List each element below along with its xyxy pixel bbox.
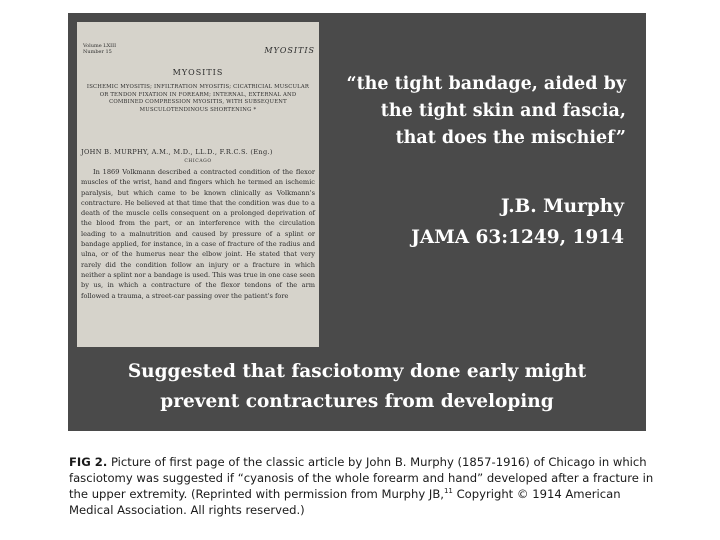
slide-image xyxy=(68,13,646,431)
summary-line: prevent contractures from developing xyxy=(160,391,554,412)
summary-line: Suggested that fasciotomy done early might xyxy=(127,361,587,382)
article-body: In 1869 Volkmann described a contracted condition of the flexor muscles of the wrist, hand and fingers which he termed an ischemic paralysis, but which came to be known clinically as Volkmann's contracture. He believed at that time that the condition was due to a death of the muscle cells consequent on a prolonged deprivation of the blood from the part, or an interference with the circulation leading to a malnutrition and caused by pressure of a splint or bandage applied, for instance, in a case of fracture of the radius and ulna, or of the humerus near the elbow joint. He stated that very rarely did the condition follow an injury or a fracture in which neither a splint nor a bandage is used. This was true in one case seen by us, in which a contracture of the flexor tendons of the arm followed a trauma, a street-car passing over the patient's fore xyxy=(81,168,315,300)
figure-label: FIG 2. xyxy=(69,455,108,469)
article-number-line: Number 15 xyxy=(83,49,112,55)
article-author: JOHN B. MURPHY, A.M., M.D., LL.D., F.R.C.S. (Eng.) xyxy=(81,148,273,156)
summary-block xyxy=(68,357,646,417)
caption-text: Picture of first page of the classic article by John B. Murphy (1857-1916) of Chicago in which fasciotomy was suggested if “cyanosis of the whole forearm and hand” developed after a fracture in the upper extremity. (Reprinted with permission from Murphy JB, xyxy=(69,455,654,501)
article-section-title: MYOSITIS xyxy=(172,68,224,77)
article-running-head: MYOSITIS xyxy=(264,46,315,55)
article-volume-line: Volume LXIII xyxy=(83,43,117,49)
quote-line: the tight skin and fascia, xyxy=(380,101,626,121)
quote-block xyxy=(347,71,627,152)
article-volume xyxy=(83,43,116,55)
article-page xyxy=(77,22,319,347)
citation-author: J.B. Murphy xyxy=(500,196,624,217)
caption-text-end: Copyright © 1914 American Medical Association. All rights reserved.) xyxy=(69,487,621,517)
citation-journal: JAMA 63:1249, 1914 xyxy=(411,227,624,248)
quote-line: “the tight bandage, aided by xyxy=(346,74,626,94)
article-city: CHICAGO xyxy=(184,159,212,164)
article-title: ISCHEMIC MYOSITIS; INFILTRATION MYOSITIS; CICATRICIAL MUSCULAR OR TENDON FIXATION IN FOREARM; INTERNAL, EXTERNAL AND COMBINED COMPRESSION MYOSITIS, WITH SUBSEQUENT MUSCULOTENDINOUS SHORTENING * xyxy=(86,84,310,113)
figure-caption xyxy=(69,454,659,518)
quote-line: that does the mischief” xyxy=(395,128,626,148)
reference-superscript: 11 xyxy=(443,487,453,496)
citation-block xyxy=(411,191,624,253)
